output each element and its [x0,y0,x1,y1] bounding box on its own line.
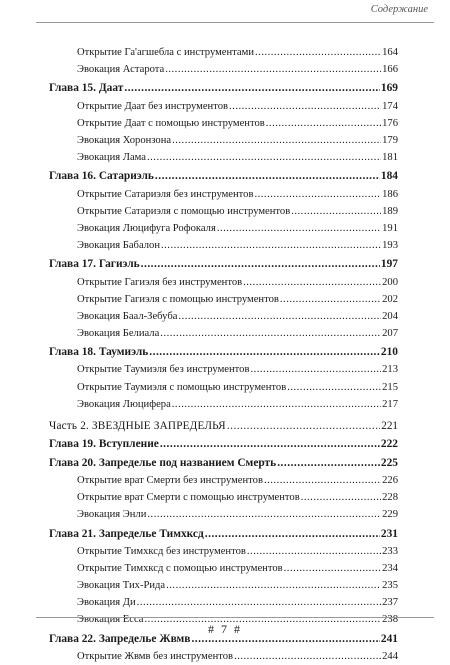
toc-entry-title: Глава 18. Таумиэль [49,346,149,359]
dot-leader [205,525,380,543]
dot-leader [147,149,381,166]
toc-entry [77,274,398,291]
toc-entry [77,291,398,308]
toc-entry-page: 222 [380,438,398,451]
toc-entry [77,186,398,203]
toc-entry-title: Открытие Сатариэля с помощью инструментов [77,205,291,217]
dot-leader [147,506,381,523]
dot-leader [284,560,381,577]
dot-leader [229,98,381,115]
toc-entry-title: Открытие Таумиэля с помощью инструментов [77,381,287,393]
dot-leader [287,379,381,396]
toc-entry-page: 189 [382,205,398,217]
toc-entry [77,115,398,132]
toc-entry-title: Открытие Даат без инструментов [77,100,229,112]
toc-entry-title: Открытие Га'агшебла с инструментами [77,47,255,58]
dot-leader [172,396,381,413]
toc-chapter-heading [49,454,398,472]
toc-entry [77,506,398,523]
toc-entry [77,237,398,254]
dot-leader [250,361,381,378]
toc-entry-page: 241 [380,632,398,645]
dot-leader [227,417,380,435]
dot-leader [160,325,381,342]
toc-entry-page: 207 [382,327,398,339]
toc-entry-page: 176 [382,117,398,129]
toc-entry-title: Открытие Тимхксд с помощью инструментов [77,562,283,574]
toc-entry-page: 215 [382,381,398,393]
toc-entry [77,594,398,611]
dot-leader [217,220,381,237]
toc-entry-title: Открытие Сатариэля без инструментов [77,188,254,200]
toc-entry-page: 191 [382,222,398,234]
toc-entry [77,203,398,220]
toc-entry-title: Глава 19. Вступление [49,438,159,451]
toc-entry-page: 204 [382,310,398,322]
toc-entry-title: Открытие Гагиэля с помощью инструментов [77,293,279,305]
toc-entry-title: Открытие Таумиэля без инструментов [77,364,250,376]
toc-entry-title: Эвокация Ди [77,597,136,609]
toc-entry [77,577,398,594]
dot-leader [124,79,380,97]
toc-entry-page: 197 [380,258,398,271]
dot-leader [266,115,381,132]
toc-entry [77,149,398,166]
dot-leader [255,44,381,61]
toc-entry-page: 217 [382,398,398,410]
toc-entry-title: Эвокация Бабалон [77,239,160,251]
toc-entry-page: 231 [380,527,398,540]
toc-entry-title: Глава 16. Сатариэль [49,170,154,183]
toc-entry-page: 179 [382,134,398,146]
footer-rule [36,617,434,618]
toc-entry-page: 169 [380,82,398,95]
toc-entry-title: Эвокация Люцифуга Рофокаля [77,222,216,234]
dot-leader [291,203,381,220]
toc-entry-title: Эвокация Есса [77,614,144,626]
toc-entry-page: 202 [382,293,398,305]
toc-entry [77,325,398,342]
toc-entry-page: 166 [382,64,398,76]
toc-entry-page: 235 [382,580,398,591]
dot-leader [149,343,380,361]
toc-entry-title: Открытие врат Смерти с помощью инструментов [77,492,300,504]
toc-entry [77,379,398,396]
toc-entry-page: 228 [382,492,398,504]
toc-entry-title: Открытие Даат с помощью инструментов [77,117,265,129]
toc-entry-page: 164 [382,47,398,58]
toc-entry-title: Глава 20. Запределье под названием Смерть [49,456,277,469]
toc-entry-title: Часть 2. ЗВЕЗДНЫЕ ЗАПРЕДЕЛЬЯ [49,420,226,433]
toc-chapter-heading [49,525,398,543]
toc-entry [77,361,398,378]
toc-entry-page: 193 [382,239,398,251]
toc-chapter-heading [49,343,398,361]
dot-leader [141,255,380,273]
dot-leader [247,543,381,560]
toc-entry-page: 174 [382,100,398,112]
toc-entry-title: Открытие врат Смерти без инструментов [77,475,263,486]
dot-leader [166,577,381,594]
dot-leader [172,132,381,149]
dot-leader [301,489,381,506]
toc-entry [77,61,398,78]
toc-entry-page: 244 [382,650,398,662]
toc-entry-page: 234 [382,562,398,574]
toc-entry-title: Эвокация Белиала [77,327,160,339]
dot-leader [234,648,381,665]
toc-entry-title: Эвокация Хоронзона [77,134,172,146]
dot-leader [243,274,381,291]
toc-entry [77,98,398,115]
toc-entry-page: 221 [381,420,398,433]
toc-entry-page: 200 [382,276,398,288]
toc-entry [77,132,398,149]
toc-entry-title: Открытие Тимхксд без инструментов [77,545,246,557]
toc-entry [77,648,398,665]
toc-entry-page: 233 [382,545,398,557]
dot-leader [264,472,381,489]
dot-leader [178,308,381,325]
toc-entry-page: 213 [382,364,398,376]
toc-chapter-heading [49,167,398,185]
toc-chapter-heading [49,255,398,273]
dot-leader [280,291,381,308]
dot-leader [254,186,381,203]
toc-entry-title: Эвокация Баал-Зебуба [77,310,178,322]
toc-part-heading [49,417,398,435]
toc-entry-page: 186 [382,188,398,200]
dot-leader [155,167,380,185]
toc-entry-page: 225 [380,456,398,469]
toc-entry-page: 237 [382,597,398,609]
toc-entry [77,489,398,506]
toc-entry-title: Открытие Гагиэля без инструментов [77,276,243,288]
dot-leader [165,61,381,78]
page-number: # 7 # [208,622,242,636]
toc-entry [77,44,398,61]
toc-entry-page: 238 [382,614,398,626]
toc-entry-title: Эвокация Энли [77,509,147,521]
toc-entry [77,560,398,577]
toc-entry-page: 226 [382,475,398,486]
toc-entry [77,308,398,325]
dot-leader [137,594,381,611]
toc-chapter-heading [49,79,398,97]
toc-entry-title: Глава 21. Запределье Тимхксд [49,527,204,540]
dot-leader [161,237,381,254]
toc-entry-page: 184 [380,170,398,183]
running-header: Содержание [370,4,428,15]
dot-leader [160,435,380,453]
toc-entry-title: Глава 17. Гагиэль [49,258,140,271]
toc-entry [77,220,398,237]
dot-leader [277,454,380,472]
toc-entry-title: Эвокация Люцифера [77,398,171,410]
toc-chapter-heading [49,435,398,453]
toc-entry-page: 181 [382,152,398,163]
toc-entry-page: 229 [382,509,398,521]
toc-entry [77,396,398,413]
header-rule [36,22,434,23]
toc-entry-title: Эвокация Тих-Рида [77,580,166,591]
toc-entry-title: Эвокация Лама [77,152,146,163]
toc-entry [77,543,398,560]
toc-entry-title: Глава 15. Даат [49,82,124,95]
toc-entry-title: Глава 22. Запределье Жвмв [49,632,191,645]
toc-entry-page: 210 [380,346,398,359]
toc-entry-title: Открытие Жвмв без инструментов [77,650,234,662]
toc-entry-title: Эвокация Астарота [77,64,165,76]
toc-entry [77,472,398,489]
